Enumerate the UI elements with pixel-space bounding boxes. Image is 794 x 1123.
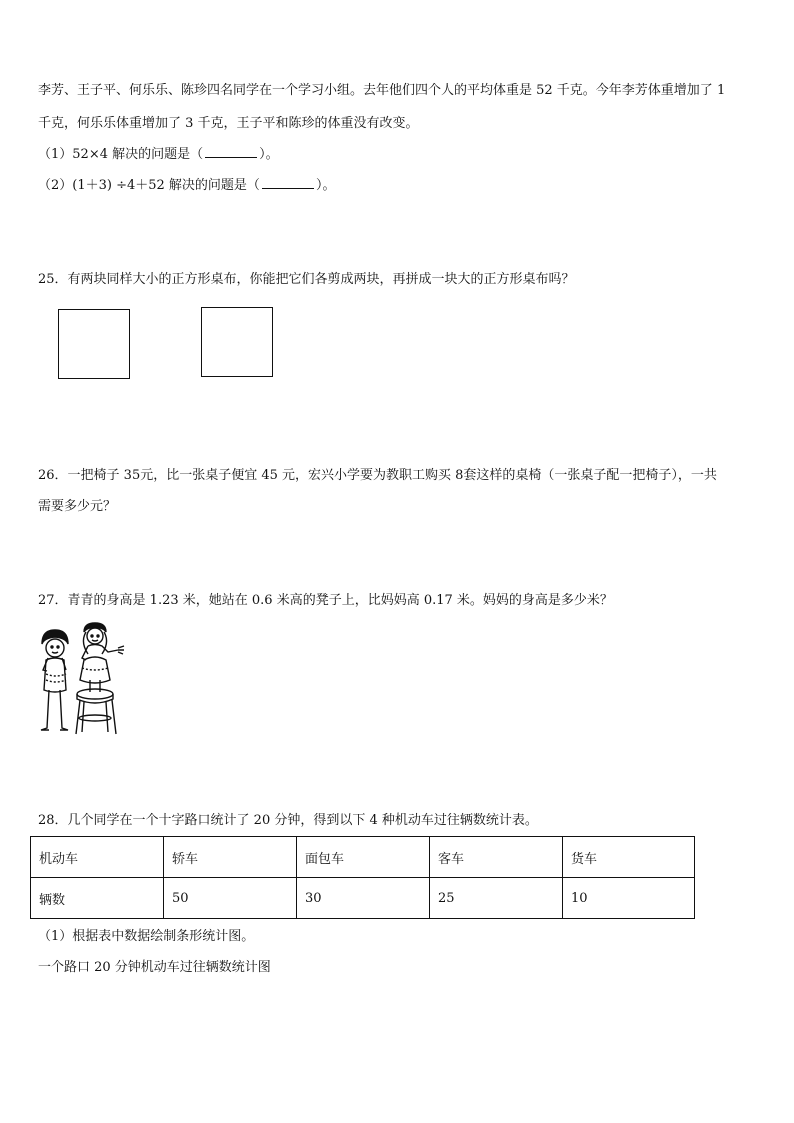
q28-text: 28．几个同学在一个十字路口统计了 20 分钟，得到以下 4 种机动车过往辆数统计表。 — [38, 813, 538, 828]
answer-blank-1[interactable] — [205, 145, 257, 158]
square-tablecloth-2 — [201, 307, 273, 377]
q26-line1: 26．一把椅子 35元，比一张桌子便宜 45 元，宏兴小学要为教职工购买 8套这样的桌椅（一张桌子配一把椅子），一共 — [38, 468, 717, 483]
table-cell: 10 — [563, 878, 695, 919]
q24-sub2-suffix: ）。 — [315, 178, 336, 193]
table-row — [31, 878, 695, 919]
table-header-row — [31, 837, 695, 878]
q27-text: 27．青青的身高是 1.23 米，她站在 0.6 米高的凳子上，比妈妈高 0.17 米。妈妈的身高是多少米？ — [38, 593, 613, 608]
table-cell: 25 — [430, 878, 563, 919]
table-cell: 30 — [297, 878, 430, 919]
table-cell: 轿车 — [164, 837, 297, 878]
q24-intro-line1: 李芳、王子平、何乐乐、陈珍四名同学在一个学习小组。去年他们四个人的平均体重是 52 千克。今年李芳体重增加了 1 — [38, 83, 726, 98]
vehicle-count-table — [30, 836, 695, 919]
q24-sub2-prefix: （2）(1＋3) ÷4＋52 解决的问题是（ — [38, 178, 260, 193]
q24-sub2 — [38, 176, 335, 195]
answer-blank-2[interactable] — [262, 176, 314, 189]
q25-text: 25．有两块同样大小的正方形桌布，你能把它们各剪成两块，再拼成一块大的正方形桌布吗？ — [38, 272, 575, 287]
q26-line2: 需要多少元？ — [38, 499, 117, 514]
table-cell: 机动车 — [31, 837, 164, 878]
table-cell: 50 — [164, 878, 297, 919]
girl-on-stool-illustration — [34, 622, 126, 737]
table-cell: 辆数 — [31, 878, 164, 919]
table-cell: 面包车 — [297, 837, 430, 878]
q24-sub1 — [38, 145, 279, 164]
table-cell: 货车 — [563, 837, 695, 878]
table-cell: 客车 — [430, 837, 563, 878]
chart-title: 一个路口 20 分钟机动车过往辆数统计图 — [38, 960, 271, 975]
q24-sub1-suffix: ）。 — [259, 147, 279, 162]
q24-sub1-prefix: （1）52×4 解决的问题是（ — [38, 147, 204, 162]
q24-intro-line2: 千克，何乐乐体重增加了 3 千克，王子平和陈珍的体重没有改变。 — [38, 116, 419, 131]
q28-sub1: （1）根据表中数据绘制条形统计图。 — [38, 929, 255, 944]
square-tablecloth-1 — [58, 309, 130, 379]
